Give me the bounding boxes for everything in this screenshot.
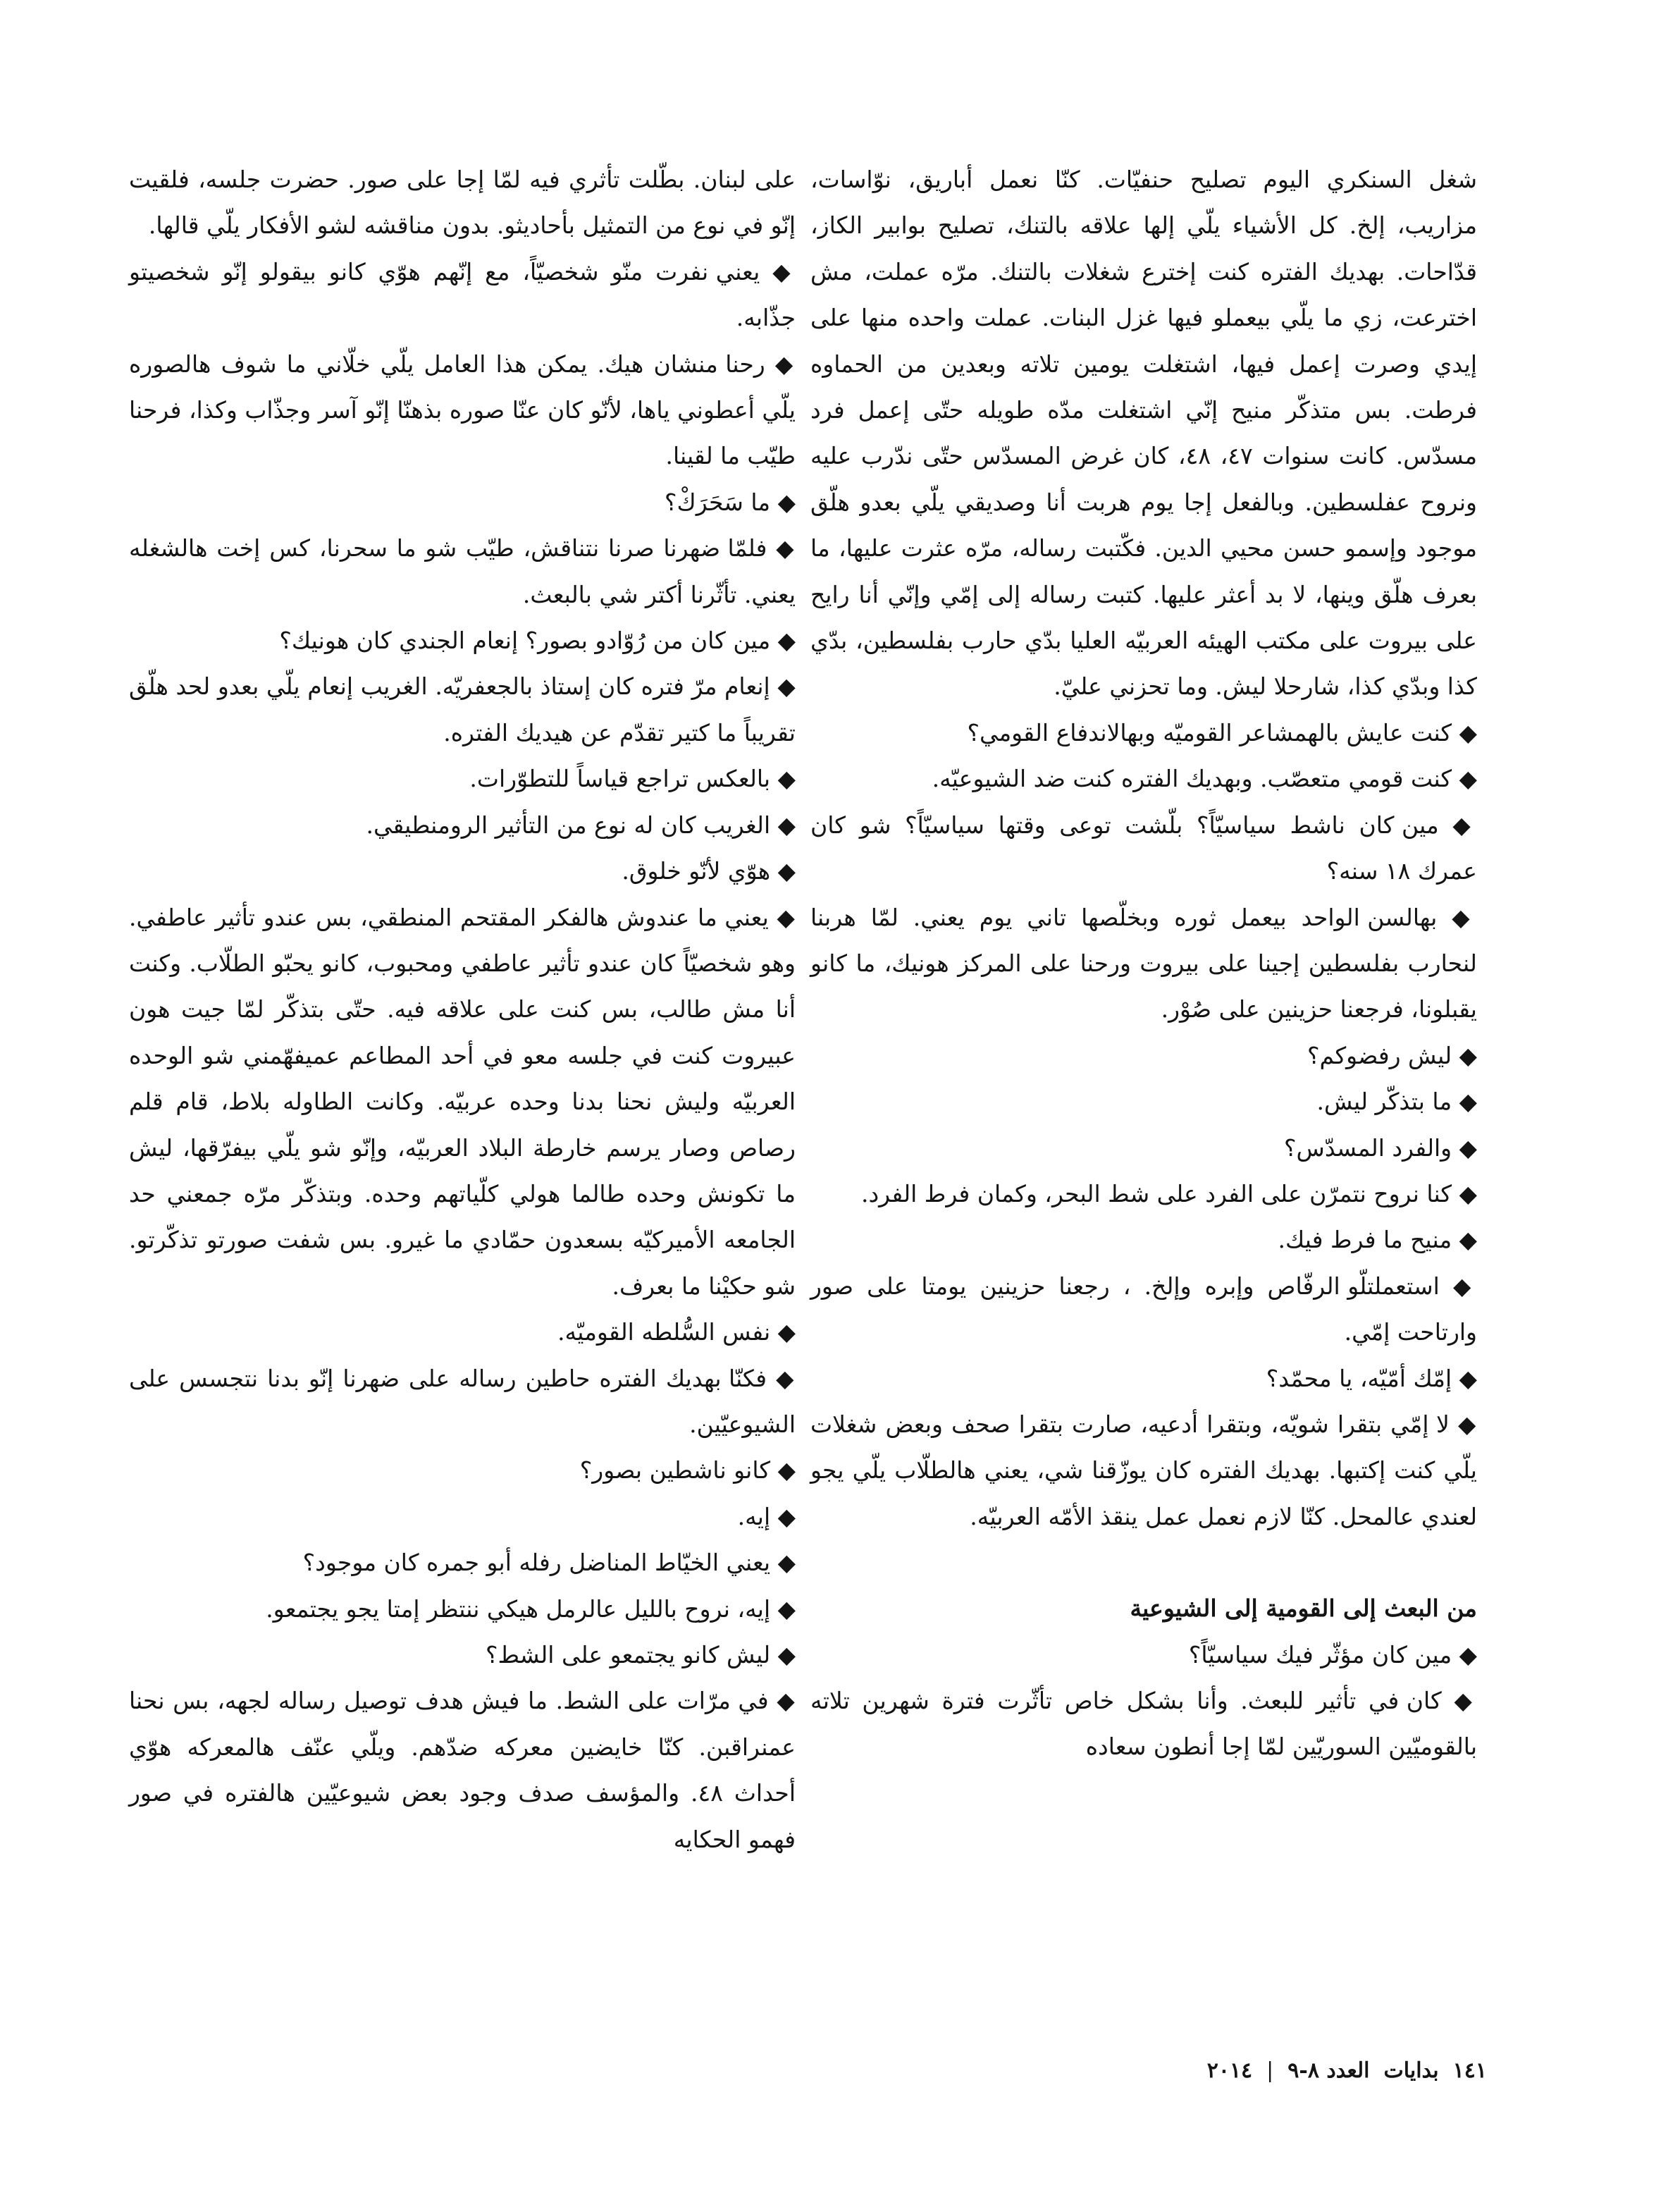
qa-paragraph: ◆ كنت عايش بالهمشاعر القوميّه وبهالاندفاع القومي؟ (810, 710, 1477, 756)
qa-paragraph: ◆ نفس السُّلطه القوميّه. (129, 1309, 796, 1355)
qa-paragraph: ◆ كنا نروح نتمرّن على الفرد على شط البحر، وكمان فرط الفرد. (810, 1171, 1477, 1217)
qa-paragraph: ◆ إنعام مرّ فتره كان إستاذ بالجعفريّه. الغريب إنعام يلّي بعدو لحد هلّق تقريباً ما كتير تقدّم عن هيديك الفتره. (129, 663, 796, 756)
qa-paragraph: ◆ كان في تأثير للبعث. وأنا بشكل خاص تأثّرت فترة شهرين تلاته بالقوميّين السوريّين لمّا إجا أنطون سعاده (810, 1678, 1477, 1770)
paragraph: على لبنان. بطّلت تأثري فيه لمّا إجا على صور. حضرت جلسه، فلقيت إنّو في نوع من التمثيل بأحاديثو. بدون مناقشه لشو الأفكار يلّي قالها. (129, 166, 796, 240)
qa-paragraph: ◆ لا إمّي بتقرا شويّه، وبتقرا أدعيه، صارت بتقرا صحف وبعض شغلات يلّي كنت إكتبها. بهديك الفتره كان يوزّقنا شي، يعني هالطلّاب يلّي يجو لعندي عالمحل. كنّا لازم نعمل عمل ينقذ الأمّه العربيّه. (810, 1401, 1477, 1539)
qa-paragraph: ◆ ما بتذكّر ليش. (810, 1078, 1477, 1124)
page-footer (1103, 2058, 1487, 2083)
paragraph: شغل السنكري اليوم تصليح حنفيّات. كنّا نعمل أباريق، نوّاسات، مزاريب، إلخ. كل الأشياء يلّي إلها علاقه بالتنك، تصليح بوابير الكاز، قدّاحات. بهديك الفتره كنت إخترع شغلات بالتنك. مرّه عملت، مش اخترعت، زي ما يلّي بيعملو فيها غزل البنات. عملت واحده منها على إيدي وصرت إعمل فيها، اشتغلت يومين تلاته وبعدين من الحماوه فرطت. بس متذكّر منيح إنّي اشتغلت مدّه طويله حتّى إعمل فرد مسدّس. كانت سنوات ٤٧، ٤٨، كان غرض المسدّس حتّى ندّرب عليه ونروح عفلسطين. وبالفعل إجا يوم هربت أنا وصديقي يلّي بعدو هلّق موجود وإسمو حسن محيي الدين. فكّتبت رساله، مرّه عثرت عليها، ما بعرف هلّق وينها، لا بد أعثر عليها. كتبت رساله إلى إمّي وإنّي أنا رايح على بيروت على مكتب الهيئه العربيّه العليا بدّي حارب بفلسطين، بدّي كذا وبدّي كذا، شارحلا ليش. وما تحزني عليّ. (810, 166, 1477, 701)
qa-paragraph: ◆ هوّي لأنّو خلوق. (129, 848, 796, 894)
qa-paragraph: ◆ إيه. (129, 1494, 796, 1539)
qa-paragraph: ◆ ليش كانو يجتمعو على الشط؟ (129, 1632, 796, 1678)
qa-paragraph: ◆ مين كان مؤثّر فيك سياسيّاً؟ (810, 1632, 1477, 1678)
qa-paragraph: ◆ ما سَحَرَكْ؟ (129, 479, 796, 525)
qa-paragraph: ◆ يعني الخيّاط المناضل رفله أبو جمره كان موجود؟ (129, 1539, 796, 1585)
qa-paragraph: ◆ فلمّا ضهرنا صرنا نتناقش، طيّب شو ما سحرنا، كس إخت هالشغله يعني. تأثّرنا أكتر شي بالبعث. (129, 525, 796, 617)
qa-paragraph: ◆ والفرد المسدّس؟ (810, 1125, 1477, 1171)
qa-paragraph: ◆ فكنّا بهديك الفتره حاطين رساله على ضهرنا إنّو بدنا نتجسس على الشيوعيّين. (129, 1356, 796, 1448)
issue-year: ٢٠١٤ (1206, 2058, 1253, 2083)
section-heading: من البعث إلى القومية إلى الشيوعية (1130, 1594, 1477, 1623)
qa-paragraph: ◆ إمّك أمّيّه، يا محمّد؟ (810, 1356, 1477, 1401)
qa-paragraph: ◆ في مرّات على الشط. ما فيش هدف توصيل رساله لجهه، بس نحنا عمنراقبن. كنّا خايضين معركه ضدّهم. ويلّي عنّف هالمعركه هوّي أحداث ٤٨. والمؤسف صدف وجود بعض شيوعيّين هالفتره في صور فهمو الحكايه (129, 1678, 796, 1862)
journal-name: بدايات (1383, 2058, 1439, 2083)
footer-separator: | (1266, 2058, 1274, 2083)
issue-number: العدد ٨-٩ (1287, 2058, 1370, 2083)
qa-paragraph: ◆ إيه، نروح بالليل عالرمل هيكي ننتظر إمتا يجو يجتمعو. (129, 1586, 796, 1632)
qa-paragraph: ◆ يعني نفرت منّو شخصيّاً، مع إنّهم هوّي كانو بيقولو إنّو شخصيتو جذّابه. (129, 249, 796, 341)
qa-paragraph: ◆ مين كان ناشط سياسيّاً؟ بلّشت توعى وقتها سياسيّاً؟ شو كان عمرك ١٨ سنه؟ (810, 802, 1477, 895)
right-column (810, 156, 1477, 1770)
qa-paragraph: ◆ كانو ناشطين بصور؟ (129, 1447, 796, 1493)
qa-paragraph: ◆ الغريب كان له نوع من التأثير الرومنطيقي. (129, 802, 796, 848)
qa-paragraph: ◆ ليش رفضوكم؟ (810, 1033, 1477, 1078)
page-number: ١٤١ (1452, 2058, 1487, 2083)
qa-paragraph: ◆ كنت قومي متعصّب. وبهديك الفتره كنت ضد الشيوعيّه. (810, 756, 1477, 801)
qa-paragraph: ◆ يعني ما عندوش هالفكر المقتحم المنطقي، بس عندو تأثير عاطفي. وهو شخصيّاً كان عندو تأثير عاطفي ومحبوب، كانو يحبّو الطلّاب. وكنت أنا مش طالب، بس كنت على علاقه فيه. حتّى بتذكّر لمّا جيت هون عبيروت كنت في جلسه معو في أحد المطاعم عميفهّمني شو الوحده العربيّه وليش نحنا بدنا وحده عربيّه. وكانت الطاوله بلاط، قام قلم رصاص وصار يرسم خارطة البلاد العربيّه، وإنّو شو يلّي بيفرّقها، ليش ما تكونش وحده طالما هولي كلّياتهم وحده. وبتذكّر مرّه جمعني حد الجامعه الأميركيّه بسعدون حمّادي ما غيرو. بس شفت صورتو تذكّرتو. شو حكيْنا ما بعرف. (129, 895, 796, 1310)
qa-paragraph: ◆ رحنا منشان هيك. يمكن هذا العامل يلّي خلّاني ما شوف هالصوره يلّي أعطوني ياها، لأنّو كان عنّا صوره بذهنّا إنّو آسر وجذّاب وكذا، فرحنا طيّب ما لقينا. (129, 341, 796, 479)
qa-paragraph: ◆ منيح ما فرط فيك. (810, 1217, 1477, 1262)
left-column (129, 156, 796, 1862)
qa-paragraph: ◆ مين كان من رُوّادو بصور؟ إنعام الجندي كان هونيك؟ (129, 617, 796, 663)
qa-paragraph: ◆ استعملتلّو الرفّاص وإبره وإلخ. ، رجعنا حزينين يومتا على صور وارتاحت إمّي. (810, 1263, 1477, 1356)
qa-paragraph: ◆ بالعكس تراجع قياساً للتطوّرات. (129, 756, 796, 801)
qa-paragraph: ◆ بهالسن الواحد بيعمل ثوره وبخلّصها تاني يوم يعني. لمّا هربنا لنحارب بفلسطين إجينا على بيروت ورحنا على المركز هونيك، ما كانو يقبلونا، فرجعنا حزينين على صُوْر. (810, 895, 1477, 1033)
